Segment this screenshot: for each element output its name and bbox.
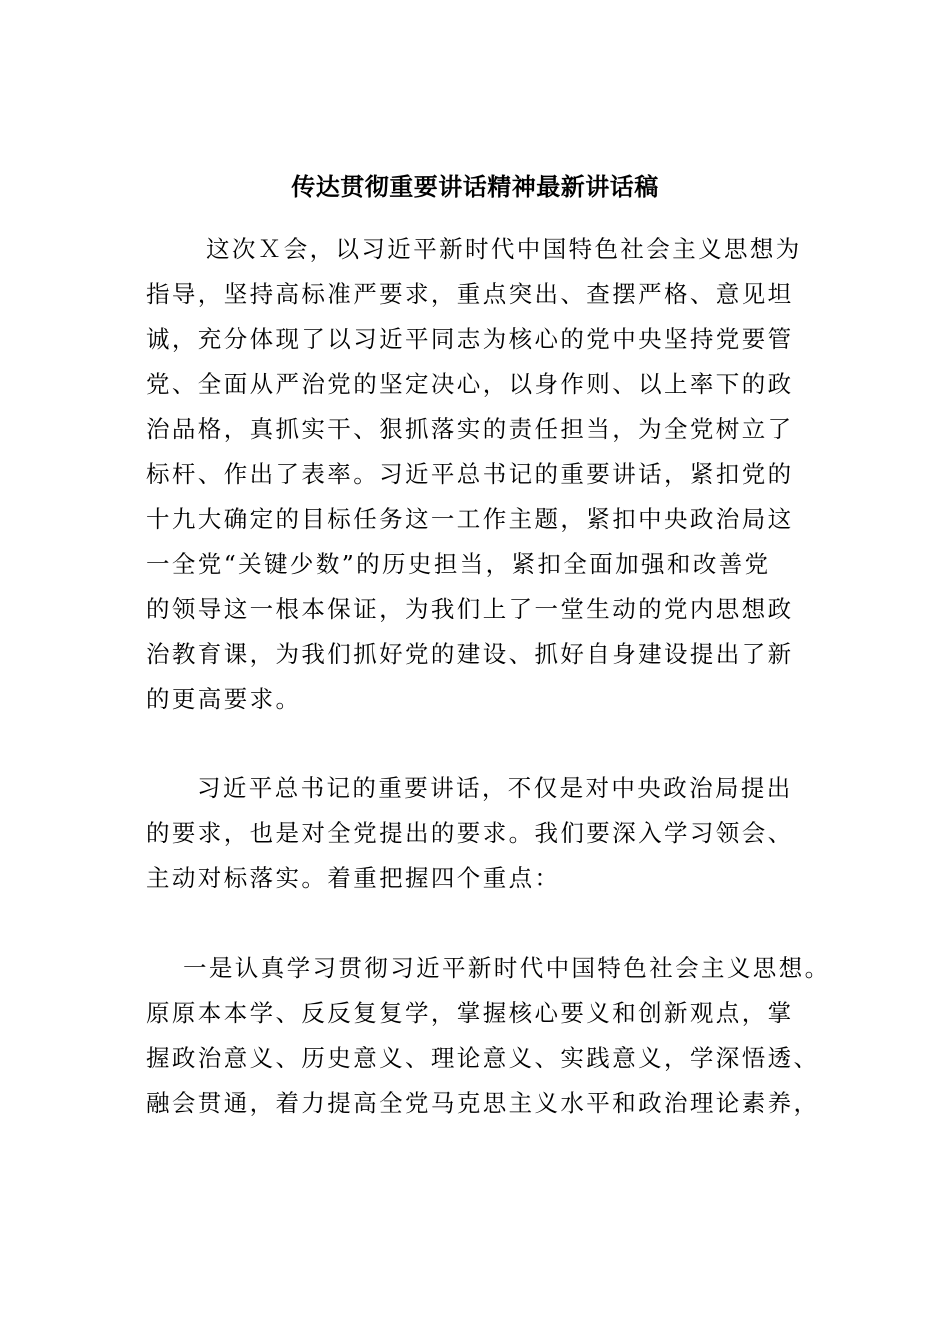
paragraph-1-line-11: 的更高要求。	[146, 685, 302, 713]
paragraph-1-line-6: 标杆、作出了表率。习近平总书记的重要讲话，紧扣党的	[146, 460, 794, 488]
document-title: 传达贯彻重要讲话精神最新讲话稿	[291, 172, 659, 201]
paragraph-1-line-10: 治教育课，为我们抓好党的建设、抓好自身建设提出了新	[146, 640, 794, 668]
paragraph-3-line-4: 融会贯通，着力提高全党马克思主义水平和政治理论素养，	[146, 1089, 820, 1117]
paragraph-1-line-9: 的领导这一根本保证，为我们上了一堂生动的党内思想政	[146, 595, 794, 623]
paragraph-3-line-3: 握政治意义、历史意义、理论意义、实践意义，学深悟透、	[146, 1044, 820, 1072]
paragraph-1-line-7: 十九大确定的目标任务这一工作主题，紧扣中央政治局这	[146, 505, 794, 533]
paragraph-1-line-1: 这次Ｘ会，以习近平新时代中国特色社会主义思想为	[206, 235, 802, 263]
paragraph-2-line-2: 的要求，也是对全党提出的要求。我们要深入学习领会、	[146, 819, 794, 847]
paragraph-2-line-3: 主动对标落实。着重把握四个重点：	[146, 864, 561, 892]
paragraph-3-line-2: 原原本本学、反反复复学，掌握核心要义和创新观点，掌	[146, 999, 794, 1027]
paragraph-2-line-1: 习近平总书记的重要讲话，不仅是对中央政治局提出	[197, 774, 793, 802]
paragraph-3-line-1: 一是认真学习贯彻习近平新时代中国特色社会主义思想。	[183, 954, 831, 982]
paragraph-1-line-5: 治品格，真抓实干、狠抓落实的责任担当，为全党树立了	[146, 415, 794, 443]
paragraph-1-line-3: 诚，充分体现了以习近平同志为核心的党中央坚持党要管	[146, 325, 794, 353]
paragraph-1-line-4: 党、全面从严治党的坚定决心，以身作则、以上率下的政	[146, 370, 794, 398]
paragraph-1-line-8: 一全党“关键少数”的历史担当，紧扣全面加强和改善党	[146, 550, 771, 578]
paragraph-1-line-2: 指导，坚持高标准严要求，重点突出、查摆严格、意见坦	[146, 280, 794, 308]
